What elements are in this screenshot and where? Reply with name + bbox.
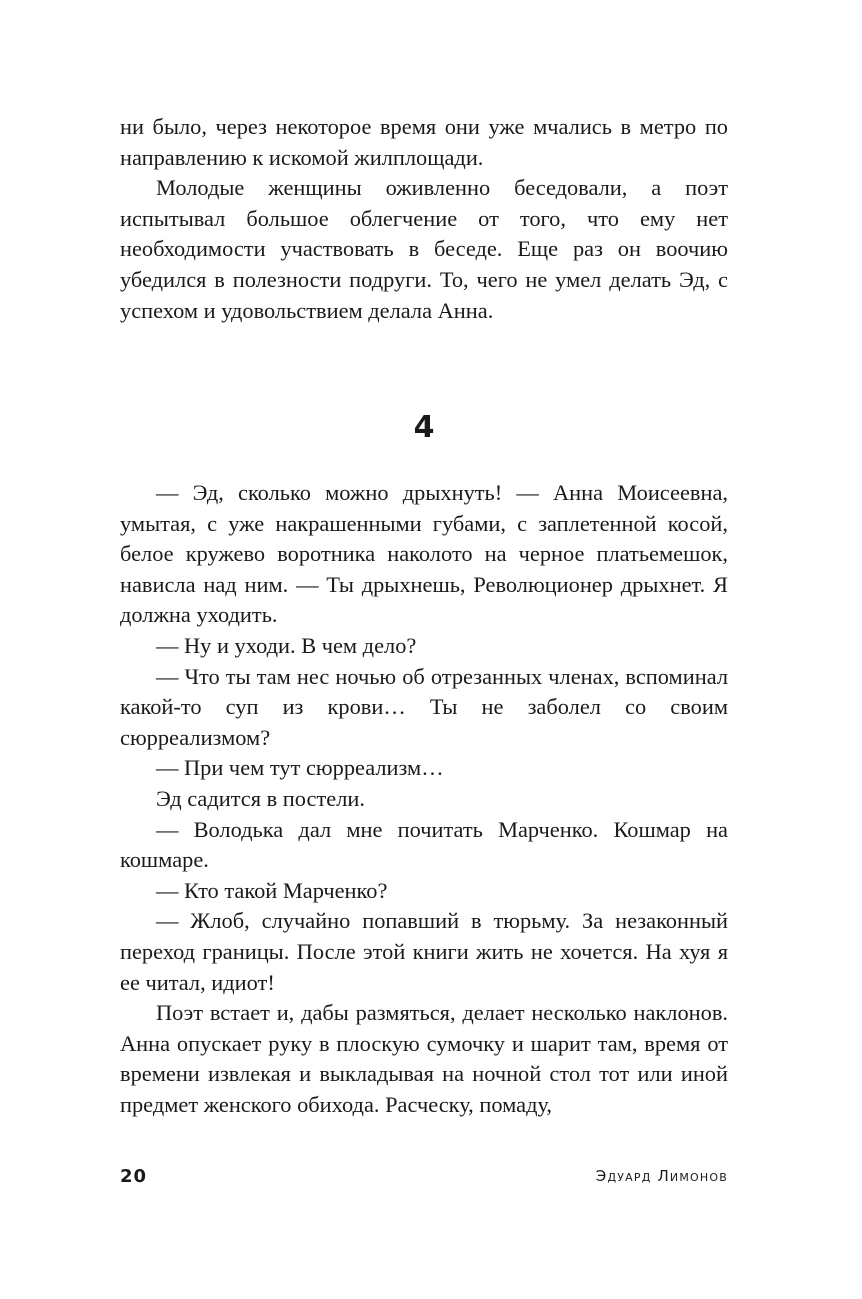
paragraph: — Что ты там нес ночью об отрезанных членах, вспоминал какой-то суп из крови… Ты не заболел со своим сюрреализмом? (120, 663, 728, 750)
page-number: 20 (120, 1166, 148, 1187)
paragraph: — Кто такой Марченко? (156, 877, 388, 903)
paragraph: ни было, через некоторое время они уже мчались в метро по направлению к искомой жилплощади. (120, 114, 728, 170)
running-header-author: Эдуард Лимонов (595, 1167, 728, 1185)
text-block-main (120, 478, 728, 1120)
text-block-top (120, 112, 728, 326)
paragraph: — При чем тут сюрреализм… (156, 755, 444, 781)
paragraph: — Эд, сколько можно дрыхнуть! — Анна Моисеевна, умытая, с уже накрашенными губами, с заплетенной косой, белое кружево воротника наколото на черное платьемешок, нависла над ним. — Ты дрыхнешь, Революционер дрыхнет. Я должна уходить. (120, 480, 728, 628)
paragraph: Молодые женщины оживленно беседовали, а поэт испытывал большое облегчение от того, что ему нет необходимости участвовать в беседе. Еще раз он воочию убедился в полезности подруги. То, чего не умел делать Эд, с успехом и удовольствием делала Анна. (120, 175, 728, 323)
paragraph: — Жлоб, случайно попавший в тюрьму. За незаконный переход границы. После этой книги жить не хочется. На хуя я ее читал, идиот! (120, 908, 728, 995)
paragraph: — Володька дал мне почитать Марченко. Кошмар на кошмаре. (120, 816, 728, 873)
chapter-number: 4 (413, 410, 435, 445)
paragraph: — Ну и уходи. В чем дело? (156, 632, 417, 658)
paragraph: Поэт встает и, дабы размяться, делает несколько наклонов. Анна опускает руку в плоскую сумочку и шарит там, время от времени извлекая и выкладывая на ночной стол тот или иной предмет женского обихода. Расческу, помаду, (120, 1000, 728, 1117)
page-footer (120, 1162, 728, 1192)
paragraph: Эд садится в постели. (156, 785, 365, 811)
